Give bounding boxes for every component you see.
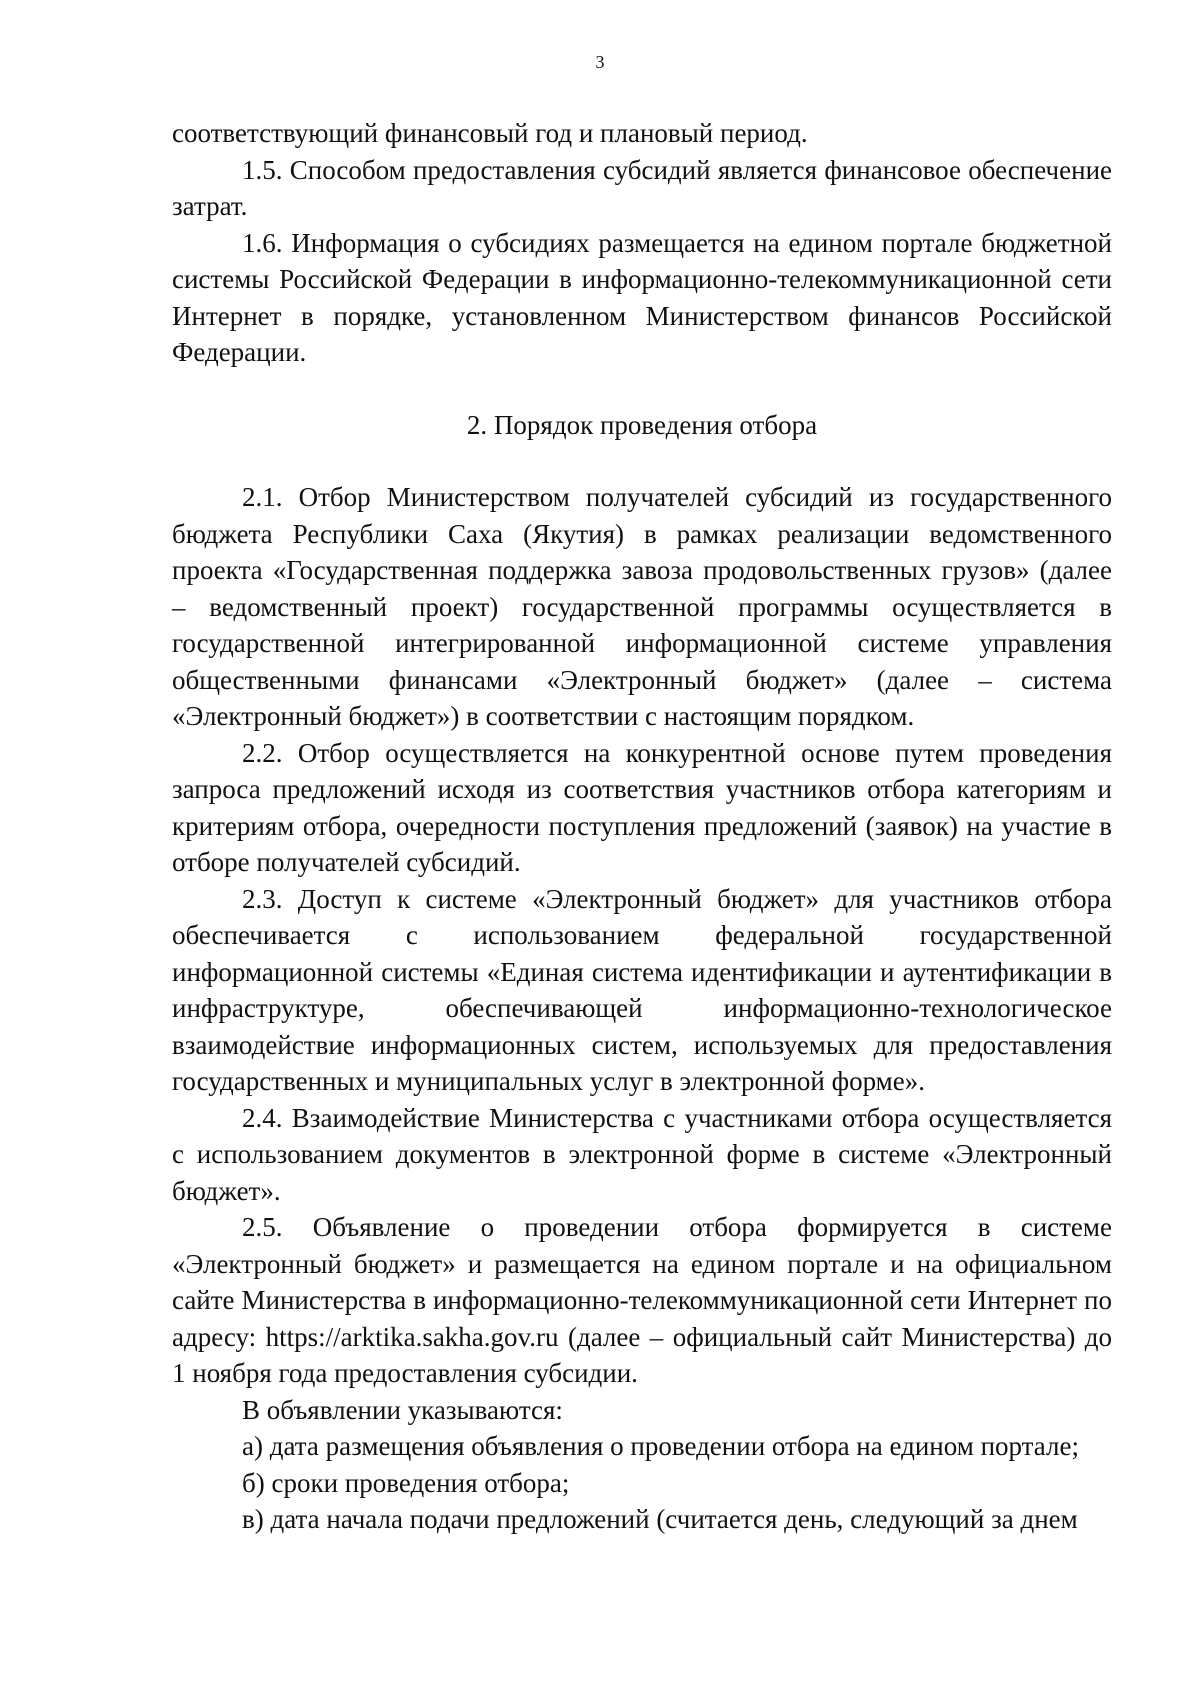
document-body	[172, 115, 1112, 1538]
paragraph-continuation: соответствующий финансовый год и плановый период.	[172, 118, 808, 148]
section-heading-2: 2. Порядок проведения отбора	[466, 409, 818, 440]
paragraph-2-3: 2.3. Доступ к системе «Электронный бюджет» для участников отбора обеспечивается с использованием федеральной государственной информационной системы «Единая система идентификации и аутентификации в инфраструктуре, обеспечивающей информационно-технологическое взаимодействие информационных систем, используемых для предоставления государственных и муниципальных услуг в электронной форме».	[172, 883, 1112, 1096]
list-item-a: а) дата размещения объявления о проведении отбора на едином портале;	[242, 1431, 1079, 1461]
paragraph-announcement-intro: В объявлении указываются:	[242, 1394, 563, 1425]
paragraph-2-5: 2.5. Объявление о проведении отбора формируется в системе «Электронный бюджет» и размещается на едином портале и на официальном сайте Министерства в информационно-телекоммуникационной сети Интернет по адресу: https://arktika.sakha.gov.ru (далее – официальный сайт Министерства) до 1 ноября года предоставления субсидии.	[172, 1212, 1112, 1388]
paragraph-2-2: 2.2. Отбор осуществляется на конкурентной основе путем проведения запроса предложений исходя из соответствия участников отбора категориям и критериям отбора, очередности поступления предложений (заявок) на участие в отборе получателей субсидий.	[172, 737, 1112, 877]
list-item-b: б) сроки проведения отбора;	[242, 1467, 570, 1498]
paragraph-1-6: 1.6. Информация о субсидиях размещается на едином портале бюджетной системы Российской Федерации в информационно-телекоммуникационной сети Интернет в порядке, установленном Министерством финансов Российской Федерации.	[172, 227, 1112, 367]
page-number: 3	[595, 52, 605, 72]
list-item-v: в) дата начала подачи предложений (считается день, следующий за днем	[242, 1504, 1078, 1534]
paragraph-2-4: 2.4. Взаимодействие Министерства с участниками отбора осуществляется с использованием документов в электронной форме в системе «Электронный бюджет».	[172, 1102, 1112, 1206]
paragraph-1-5: 1.5. Способом предоставления субсидий является финансовое обеспечение затрат.	[172, 154, 1112, 221]
paragraph-2-1: 2.1. Отбор Министерством получателей субсидий из государственного бюджета Республики Саха (Якутия) в рамках реализации ведомственного проекта «Государственная поддержка завоза продовольственных грузов» (далее – ведомственный проект) государственной программы осуществляется в государственной интегрированной информационной системе управления общественными финансами «Электронный бюджет» (далее – система «Электронный бюджет») в соответствии с настоящим порядком.	[172, 482, 1112, 731]
